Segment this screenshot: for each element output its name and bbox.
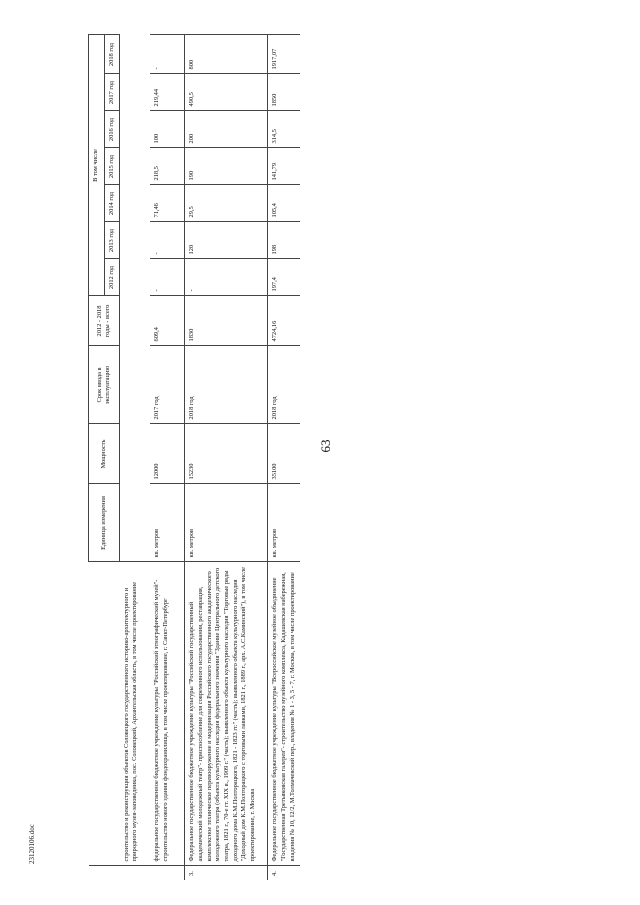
page-number: 63: [318, 439, 333, 453]
row-value-2014: 71,46: [150, 185, 185, 222]
row-value-2016: 314,5: [268, 111, 300, 148]
row-number: 4.: [268, 866, 300, 880]
header-including: В том числе: [89, 35, 105, 296]
row-value-2013: 198: [268, 222, 300, 259]
row-capacity: 12000: [150, 424, 185, 484]
row-value-2018: 800: [185, 35, 268, 74]
header-year-2013: 2013 год: [104, 222, 120, 259]
header-year-2014: 2014 год: [104, 185, 120, 222]
row-total: 609,4: [150, 296, 185, 346]
row-value-2012: -: [150, 259, 185, 296]
row-value-2017: 1850: [268, 74, 300, 111]
table-row: [268, 35, 300, 880]
row-value-2013: -: [150, 222, 185, 259]
row-capacity: 15230: [185, 424, 268, 484]
header-unit: Единица измерения: [89, 484, 120, 562]
header-capacity: Мощность: [89, 424, 120, 484]
row-unit: кв. метров: [185, 484, 268, 562]
row-value-2016: 200: [185, 111, 268, 148]
row-description: строительство и реконструкция объектов Соловецкого государственного историко-архитектурного и природного музея-заповедника, пос. Соловецкий, Архангельская область, в том числе проектирование: [120, 562, 150, 866]
row-description: Федеральное государственное бюджетное учреждение культуры "Российский государственный академический молодежный театр"- приспособление для современного использования, реставрация, комплексное техническое перевооружение и модернизация Российского государственного академического молодежного театра (объекта культурного наследия федерального значения "Здание Центрального детского театра, 1821 г., 70-е гг. XIX в., 1909 г." (часть); выявленного объекта культурного наследия "Торговые ряды доходного дома К.М.Полторацкого, 1821 - 1823 гг." (часть); выявленного объекта культурного наследия "Доходный дом К.М.Полторацкого с торговыми лавками, 1821 г., 1889 г., арх. А.С.Каминский"), в том числе проектирование, г. Москва: [185, 562, 268, 866]
row-value-2012: -: [185, 259, 268, 296]
table-header: [89, 35, 120, 880]
header-year-2016: 2016 год: [104, 111, 120, 148]
table-row: [150, 35, 185, 880]
row-value-2014: 29,5: [185, 185, 268, 222]
header-blank-name: [89, 562, 120, 866]
row-value-2012: 197,4: [268, 259, 300, 296]
footer-filename: 23120106.doc: [28, 824, 36, 864]
row-commissioning: 2017 год: [150, 346, 185, 424]
row-value-2015: 190: [185, 148, 268, 185]
row-description: федеральное государственное бюджетное учреждение культуры "Российский этнографический музей"- строительство нового здания фондохранилища, в том числе проектирование, г. Санкт-Петербург: [150, 562, 185, 866]
row-commissioning: 2018 год: [268, 346, 300, 424]
header-blank: [89, 866, 120, 880]
row-value-2014: 105,4: [268, 185, 300, 222]
budget-table: [88, 35, 300, 881]
header-commissioning: Срок ввода в эксплуатацию: [89, 346, 120, 424]
row-unit: кв. метров: [268, 484, 300, 562]
header-year-2015: 2015 год: [104, 148, 120, 185]
row-unit: кв. метров: [150, 484, 185, 562]
row-value-2015: 141,79: [268, 148, 300, 185]
row-value-2017: 219,44: [150, 74, 185, 111]
table-row: [185, 35, 268, 880]
row-number: [150, 866, 185, 880]
row-value-2018: -: [150, 35, 185, 74]
row-capacity: 35100: [268, 424, 300, 484]
rotated-table-container: [88, 35, 618, 880]
row-number: 3.: [185, 866, 268, 880]
row-value-2016: 100: [150, 111, 185, 148]
row-value-2013: 120: [185, 222, 268, 259]
row-description: Федеральное государственное бюджетное учреждение культуры "Всероссийское музейное объединение "Государственная Третьяковская галерея"- строительство музейного комплекса, Кадашевская набережная, владения № 10, 12/2, М.Толмачевский пер., владения № 1 - 3, 5 - 7, г. Москва, в том числе проектирование: [268, 562, 300, 866]
row-number: [120, 866, 150, 880]
table-row-intro: [120, 35, 150, 880]
header-year-2012: 2012 год: [104, 259, 120, 296]
header-total: 2012 - 2018 годы - всего: [89, 296, 120, 346]
header-year-2017: 2017 год: [104, 74, 120, 111]
row-value-2015: 218,5: [150, 148, 185, 185]
header-year-2018: 2018 год: [104, 35, 120, 74]
row-value-2017: 490,5: [185, 74, 268, 111]
row-total: 4724,16: [268, 296, 300, 346]
row-empty: [120, 35, 150, 562]
row-value-2018: 1917,07: [268, 35, 300, 74]
row-commissioning: 2018 год: [185, 346, 268, 424]
row-total: 1830: [185, 296, 268, 346]
